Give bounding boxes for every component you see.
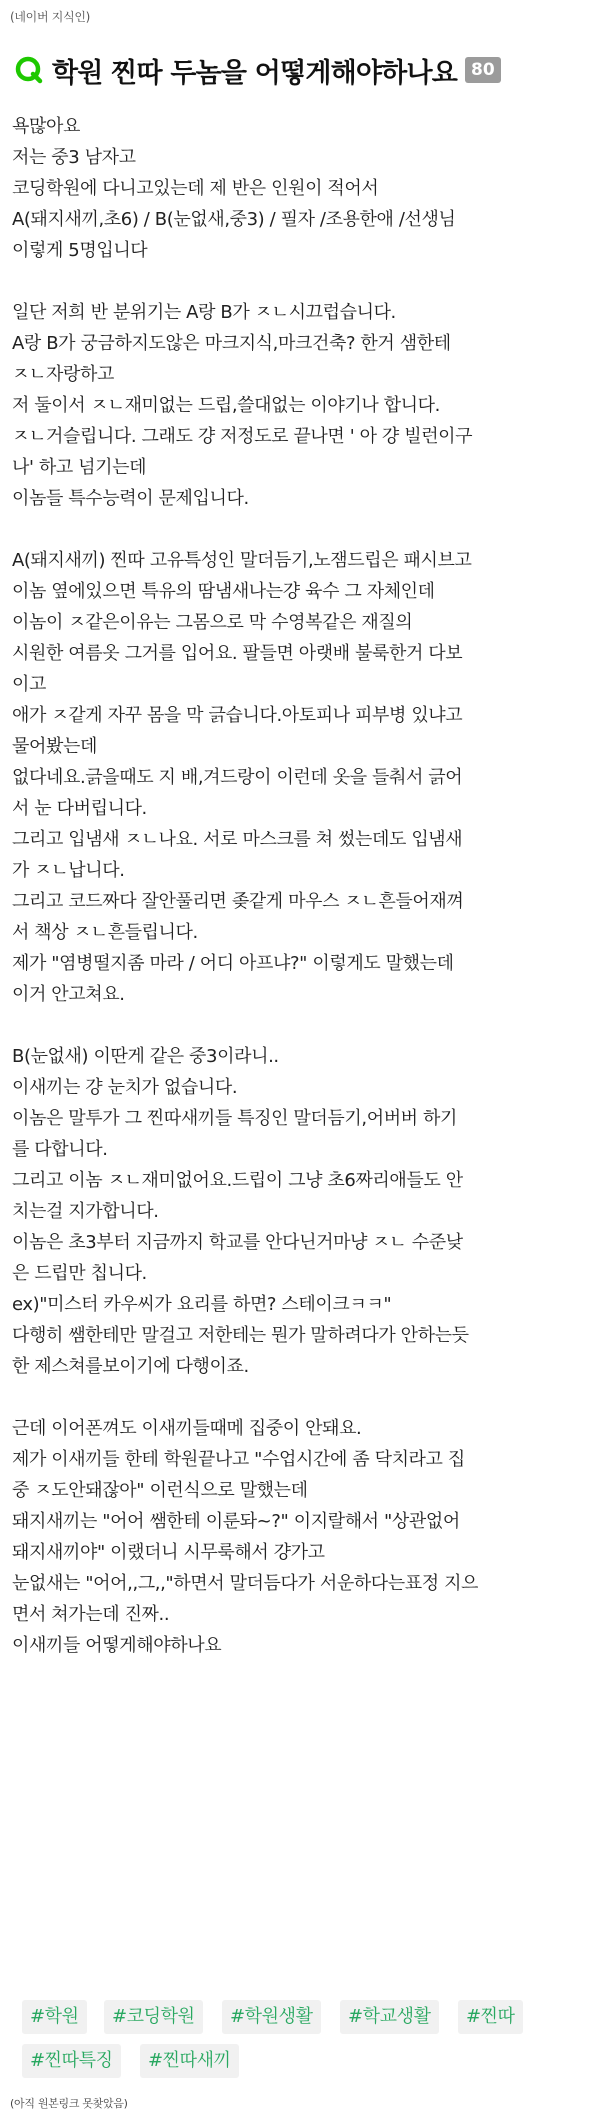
body-line: 이놈은 말투가 그 찐따새끼들 특징인 말더듬기,어버버 하기 [12, 1108, 457, 1129]
tag-chip[interactable]: #학교생활 [340, 2000, 439, 2034]
body-line: 중 ㅈ도안돼잖아" 이런식으로 말했는데 [12, 1480, 308, 1501]
body-line: 저는 중3 남자고 [12, 147, 136, 168]
body-line: ㅈㄴ자랑하고 [12, 364, 114, 385]
body-line: 그리고 코드짜다 잘안풀리면 좆같게 마우스 ㅈㄴ흔들어재껴 [12, 891, 464, 912]
tag-chip[interactable]: #코딩학원 [104, 2000, 203, 2034]
tag-chip[interactable]: #학원 [22, 2000, 87, 2034]
body-line: 근데 이어폰껴도 이새끼들때메 집중이 안돼요. [12, 1418, 362, 1439]
body-line: 이놈이 ㅈ같은이유는 그몸으로 막 수영복같은 재질의 [12, 612, 413, 633]
body-line: 없다네요.긁을때도 지 배,겨드랑이 이런데 옷을 들춰서 긁어 [12, 767, 463, 788]
body-line: 를 다합니다. [12, 1139, 108, 1160]
body-line: 한 제스쳐를보이기에 다행이죠. [12, 1356, 249, 1377]
body-line: A(돼지새끼) 찐따 고유특성인 말더듬기,노잼드립은 패시브고 [12, 550, 472, 571]
body-line: 애가 ㅈ같게 자꾸 몸을 막 긁습니다.아토피나 피부병 있냐고 [12, 705, 463, 726]
body-line: 이놈들 특수능력이 문제입니다. [12, 488, 249, 509]
body-line: 나' 하고 넘기는데 [12, 457, 147, 478]
body-line: A(돼지새끼,초6) / B(눈없새,중3) / 필자 /조용한애 /선생님 [12, 209, 456, 230]
body-line: 치는걸 지가합니다. [12, 1201, 159, 1222]
body-line: 이새끼는 걍 눈치가 없습니다. [12, 1077, 238, 1098]
footer-note: (아직 원본링크 못찾았음) [10, 2097, 128, 2110]
body-line: A랑 B가 궁금하지도않은 마크지식,마크건축? 한거 샘한테 [12, 333, 451, 354]
body-line: 제가 "염병떨지좀 마라 / 어디 아프냐?" 이렇게도 말했는데 [12, 953, 454, 974]
body-line: 은 드립만 칩니다. [12, 1263, 147, 1284]
q-icon [14, 55, 44, 85]
body-line: 면서 쳐가는데 진짜.. [12, 1604, 170, 1625]
question-title: 학원 찐따 두놈을 어떻게해야하나요 [52, 57, 458, 89]
body-line: 돼지새끼야" 이랬더니 시무룩해서 걍가고 [12, 1542, 325, 1563]
body-line: ex)"미스터 카우씨가 요리를 하면? 스테이크ㅋㅋ" [12, 1294, 392, 1315]
body-line: 이놈은 초3부터 지금까지 학교를 안다닌거마냥 ㅈㄴ 수준낮 [12, 1232, 463, 1253]
tag-chip[interactable]: #찐따새끼 [140, 2044, 239, 2078]
body-line: 시원한 여름옷 그거를 입어요. 팔들면 아랫배 불룩한거 다보 [12, 643, 463, 664]
body-line: 이렇게 5명입니다 [12, 240, 148, 261]
body-line: 다행히 쌤한테만 말걸고 저한테는 뭔가 말하려다가 안하는듯 [12, 1325, 469, 1346]
body-line: 일단 저희 반 분위기는 A랑 B가 ㅈㄴ시끄럽습니다. [12, 302, 396, 323]
body-line: 서 책상 ㅈㄴ흔들립니다. [12, 922, 198, 943]
body-line: 저 둘이서 ㅈㄴ재미없는 드립,쓸대없는 이야기나 합니다. [12, 395, 440, 416]
body-line: 물어봤는데 [12, 736, 97, 757]
source-label: (네이버 지식인) [10, 10, 91, 24]
body-line: 서 눈 다버립니다. [12, 798, 147, 819]
tag-chip[interactable]: #학원생활 [222, 2000, 321, 2034]
body-line: 이놈 옆에있으면 특유의 땀냄새나는걍 육수 그 자체인데 [12, 581, 435, 602]
body-line: 욕많아요 [12, 116, 80, 137]
body-line: 이새끼들 어떻게해야하나요 [12, 1635, 222, 1656]
tag-chip[interactable]: #찐따 [458, 2000, 523, 2034]
body-line: 코딩학원에 다니고있는데 제 반은 인원이 적어서 [12, 178, 379, 199]
question-header [14, 50, 586, 90]
body-line: 돼지새끼는 "어어 쌤한테 이룬돠~?" 이지랄해서 "상관없어 [12, 1511, 460, 1532]
points-badge: 80 [465, 57, 501, 83]
body-line: 제가 이새끼들 한테 학원끝나고 "수업시간에 좀 닥치라고 집 [12, 1449, 465, 1470]
body-line: ㅈㄴ거슬립니다. 그래도 걍 저정도로 끝나면 ' 아 걍 빌런이구 [12, 426, 473, 447]
tag-chip[interactable]: #찐따특징 [22, 2044, 121, 2078]
body-line: B(눈없새) 이딴게 같은 중3이라니.. [12, 1046, 279, 1067]
body-line: 이고 [12, 674, 46, 695]
body-line: 이거 안고쳐요. [12, 984, 125, 1005]
body-line: 가 ㅈㄴ납니다. [12, 860, 125, 881]
body-line: 눈없새는 "어어,,그,,"하면서 말더듬다가 서운하다는표정 지으 [12, 1573, 479, 1594]
body-line: 그리고 입냄새 ㅈㄴ나요. 서로 마스크를 쳐 썼는데도 입냄새 [12, 829, 463, 850]
body-line: 그리고 이놈 ㅈㄴ재미없어요.드립이 그냥 초6짜리애들도 안 [12, 1170, 463, 1191]
